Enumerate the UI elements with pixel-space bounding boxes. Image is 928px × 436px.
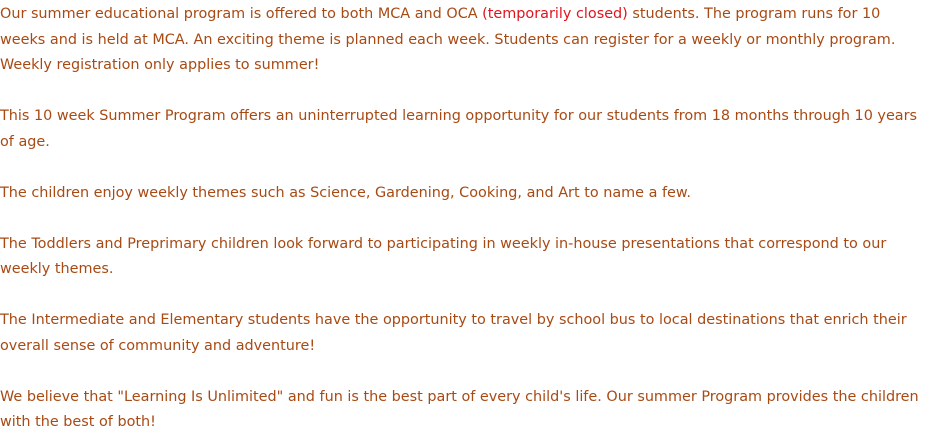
overview-text-start: Our summer educational program is offered to both MCA and OCA	[0, 6, 483, 22]
overview-text-end: students. The program runs for 10 weeks and is held at MCA. An exciting theme is planned each week. Students can register for a weekly or monthly program. Weekly registration only applies to summer!	[0, 6, 896, 73]
paragraph-age-range: This 10 week Summer Program offers an uninterrupted learning opportunity for our students from 18 months through 10 years of age.	[0, 108, 918, 150]
temporarily-closed-note: (temporarily closed)	[482, 6, 628, 22]
paragraph-weekly-themes: The children enjoy weekly themes such as Science, Gardening, Cooking, and Art to name a few.	[0, 184, 691, 201]
paragraph-program-overview	[0, 2, 928, 79]
paragraph-intermediate-elementary: The Intermediate and Elementary students have the opportunity to travel by school bus to local destinations that enrich their overall sense of community and adventure!	[0, 312, 907, 354]
paragraph-toddlers-preprimary: The Toddlers and Preprimary children look forward to participating in weekly in-house presentations that correspond to our weekly themes.	[0, 235, 887, 277]
paragraph-learning-is-unlimited: We believe that "Learning Is Unlimited" and fun is the best part of every child's life. Our summer Program provides the children with the best of both!	[0, 388, 919, 430]
